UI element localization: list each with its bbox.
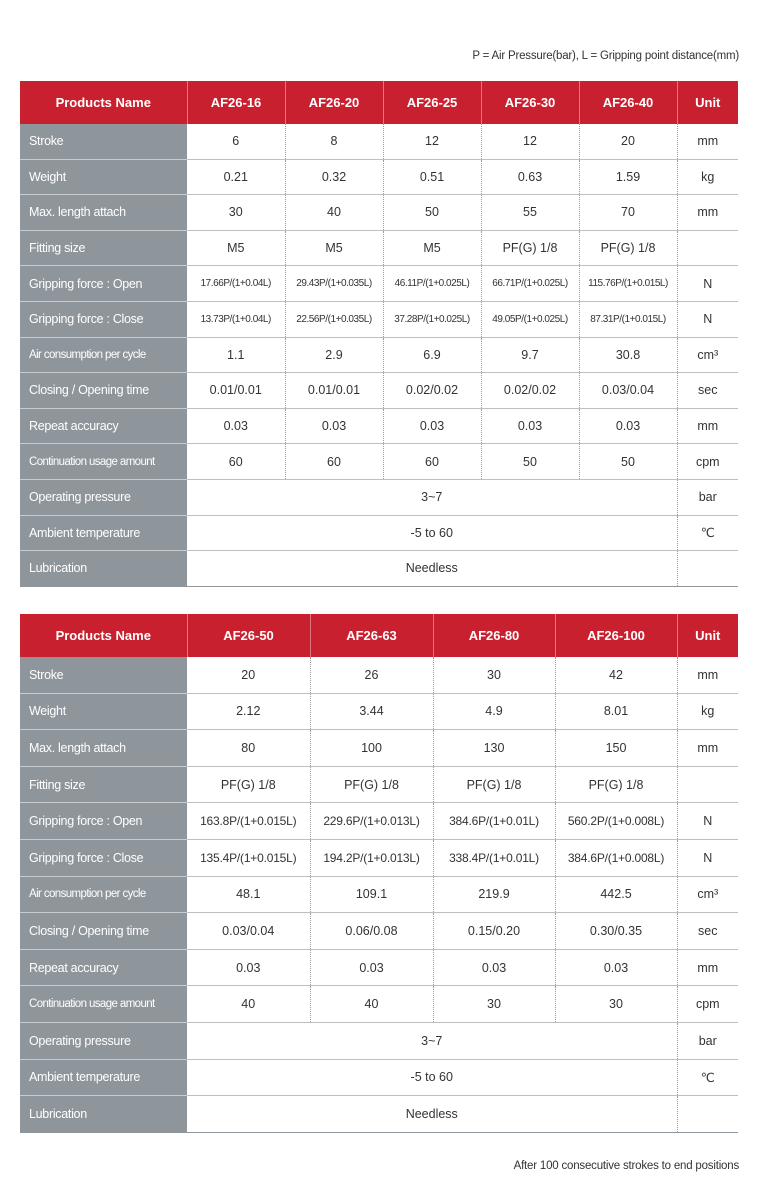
table-cell: 0.02/0.02 bbox=[481, 373, 579, 409]
table-row bbox=[20, 949, 738, 986]
table-cell: 194.2P/(1+0.013L) bbox=[310, 839, 433, 876]
row-label: Max. length attach bbox=[20, 730, 187, 767]
table-cell: 0.03 bbox=[555, 949, 677, 986]
formula-legend-note: P = Air Pressure(bar), L = Gripping point distance(mm) bbox=[472, 50, 739, 62]
merged-cell: -5 to 60 bbox=[187, 515, 677, 551]
table-cell: 0.51 bbox=[383, 159, 481, 195]
table-cell: 0.03 bbox=[187, 949, 310, 986]
table-cell: 6 bbox=[187, 124, 285, 159]
table-cell: 115.76P/(1+0.015L) bbox=[579, 266, 677, 302]
table-row bbox=[20, 373, 738, 409]
unit-cell: mm bbox=[677, 408, 738, 444]
row-label: Fitting size bbox=[20, 230, 187, 266]
table-cell: 49.05P/(1+0.025L) bbox=[481, 301, 579, 337]
table-row bbox=[20, 1059, 738, 1096]
table-cell: 30 bbox=[555, 986, 677, 1023]
table-row bbox=[20, 803, 738, 840]
table-cell: M5 bbox=[383, 230, 481, 266]
row-label: Lubrication bbox=[20, 1096, 187, 1133]
table-cell: 48.1 bbox=[187, 876, 310, 913]
header-model: AF26-80 bbox=[433, 614, 555, 657]
row-label: Air consumption per cycle bbox=[20, 876, 187, 913]
row-label: Gripping force : Close bbox=[20, 839, 187, 876]
table-cell: 40 bbox=[310, 986, 433, 1023]
table-cell: 0.03 bbox=[481, 408, 579, 444]
header-model: AF26-30 bbox=[481, 81, 579, 124]
unit-cell: bar bbox=[677, 479, 738, 515]
merged-cell: -5 to 60 bbox=[187, 1059, 677, 1096]
table-cell: 0.21 bbox=[187, 159, 285, 195]
table-cell: PF(G) 1/8 bbox=[579, 230, 677, 266]
table-row bbox=[20, 515, 738, 551]
unit-cell: mm bbox=[677, 949, 738, 986]
unit-cell bbox=[677, 1096, 738, 1133]
header-unit: Unit bbox=[677, 614, 738, 657]
table-row bbox=[20, 124, 738, 159]
table-cell: PF(G) 1/8 bbox=[310, 766, 433, 803]
table-cell: 50 bbox=[481, 444, 579, 480]
row-label: Operating pressure bbox=[20, 1022, 187, 1059]
table-cell: 66.71P/(1+0.025L) bbox=[481, 266, 579, 302]
table-cell: M5 bbox=[187, 230, 285, 266]
table-cell: 50 bbox=[579, 444, 677, 480]
unit-cell: sec bbox=[677, 913, 738, 950]
table-row bbox=[20, 1022, 738, 1059]
row-label: Ambient temperature bbox=[20, 1059, 187, 1096]
table-cell: 9.7 bbox=[481, 337, 579, 373]
table-cell: 0.03 bbox=[579, 408, 677, 444]
header-model: AF26-63 bbox=[310, 614, 433, 657]
table-cell: 384.6P/(1+0.008L) bbox=[555, 839, 677, 876]
table-cell: 37.28P/(1+0.025L) bbox=[383, 301, 481, 337]
row-label: Weight bbox=[20, 159, 187, 195]
table-row bbox=[20, 1096, 738, 1133]
row-label: Gripping force : Open bbox=[20, 803, 187, 840]
table-cell: 60 bbox=[187, 444, 285, 480]
table-cell: 26 bbox=[310, 657, 433, 693]
row-label: Repeat accuracy bbox=[20, 949, 187, 986]
table-cell: 55 bbox=[481, 195, 579, 231]
unit-cell bbox=[677, 230, 738, 266]
row-label: Stroke bbox=[20, 657, 187, 693]
unit-cell: N bbox=[677, 839, 738, 876]
row-label: Continuation usage amount bbox=[20, 444, 187, 480]
table-cell: 0.02/0.02 bbox=[383, 373, 481, 409]
table-cell: 60 bbox=[383, 444, 481, 480]
row-label: Lubrication bbox=[20, 551, 187, 587]
test-condition-note: After 100 consecutive strokes to end positions bbox=[513, 1160, 739, 1172]
merged-cell: 3~7 bbox=[187, 479, 677, 515]
table-cell: 30 bbox=[433, 986, 555, 1023]
table-cell: 12 bbox=[481, 124, 579, 159]
table-cell: 29.43P/(1+0.035L) bbox=[285, 266, 383, 302]
table-row bbox=[20, 551, 738, 587]
row-label: Gripping force : Close bbox=[20, 301, 187, 337]
table-cell: 135.4P/(1+0.015L) bbox=[187, 839, 310, 876]
row-label: Repeat accuracy bbox=[20, 408, 187, 444]
merged-cell: Needless bbox=[187, 551, 677, 587]
header-model: AF26-100 bbox=[555, 614, 677, 657]
merged-cell: 3~7 bbox=[187, 1022, 677, 1059]
table-cell: 0.03/0.04 bbox=[579, 373, 677, 409]
table-cell: 100 bbox=[310, 730, 433, 767]
table-cell: 20 bbox=[187, 657, 310, 693]
row-label: Weight bbox=[20, 693, 187, 730]
table-row bbox=[20, 730, 738, 767]
header-model: AF26-20 bbox=[285, 81, 383, 124]
table-cell: 40 bbox=[285, 195, 383, 231]
row-label: Fitting size bbox=[20, 766, 187, 803]
table-cell: 1.59 bbox=[579, 159, 677, 195]
unit-cell: N bbox=[677, 301, 738, 337]
header-model: AF26-25 bbox=[383, 81, 481, 124]
table-header-row bbox=[20, 614, 738, 657]
unit-cell: N bbox=[677, 803, 738, 840]
table-cell: 70 bbox=[579, 195, 677, 231]
table-cell: 22.56P/(1+0.035L) bbox=[285, 301, 383, 337]
table-row bbox=[20, 337, 738, 373]
table-cell: 20 bbox=[579, 124, 677, 159]
table-row bbox=[20, 766, 738, 803]
table-cell: 150 bbox=[555, 730, 677, 767]
table-cell: 0.63 bbox=[481, 159, 579, 195]
header-products-name: Products Name bbox=[20, 614, 187, 657]
unit-cell: bar bbox=[677, 1022, 738, 1059]
table-row bbox=[20, 986, 738, 1023]
table-cell: 0.03 bbox=[383, 408, 481, 444]
table-cell: 3.44 bbox=[310, 693, 433, 730]
table-cell: 0.03/0.04 bbox=[187, 913, 310, 950]
table-cell: 0.30/0.35 bbox=[555, 913, 677, 950]
spec-table-af26-50-to-100 bbox=[20, 614, 738, 1133]
table-cell: 2.12 bbox=[187, 693, 310, 730]
row-label: Closing / Opening time bbox=[20, 913, 187, 950]
table-row bbox=[20, 408, 738, 444]
table-cell: 6.9 bbox=[383, 337, 481, 373]
table-header-row bbox=[20, 81, 738, 124]
unit-cell: N bbox=[677, 266, 738, 302]
table-cell: PF(G) 1/8 bbox=[187, 766, 310, 803]
unit-cell: mm bbox=[677, 195, 738, 231]
table-cell: 13.73P/(1+0.04L) bbox=[187, 301, 285, 337]
table-cell: 219.9 bbox=[433, 876, 555, 913]
unit-cell bbox=[677, 766, 738, 803]
row-label: Gripping force : Open bbox=[20, 266, 187, 302]
row-label: Stroke bbox=[20, 124, 187, 159]
unit-cell: cm³ bbox=[677, 337, 738, 373]
row-label: Operating pressure bbox=[20, 479, 187, 515]
table-cell: 60 bbox=[285, 444, 383, 480]
table-row bbox=[20, 230, 738, 266]
table-cell: 4.9 bbox=[433, 693, 555, 730]
table-cell: 30 bbox=[433, 657, 555, 693]
table-cell: 80 bbox=[187, 730, 310, 767]
unit-cell: cpm bbox=[677, 986, 738, 1023]
table-cell: 0.01/0.01 bbox=[285, 373, 383, 409]
table-cell: 17.66P/(1+0.04L) bbox=[187, 266, 285, 302]
header-model: AF26-50 bbox=[187, 614, 310, 657]
table-cell: 46.11P/(1+0.025L) bbox=[383, 266, 481, 302]
table-cell: 130 bbox=[433, 730, 555, 767]
unit-cell: cpm bbox=[677, 444, 738, 480]
unit-cell: sec bbox=[677, 373, 738, 409]
unit-cell: ℃ bbox=[677, 515, 738, 551]
table-cell: PF(G) 1/8 bbox=[481, 230, 579, 266]
header-products-name: Products Name bbox=[20, 81, 187, 124]
table-cell: 2.9 bbox=[285, 337, 383, 373]
table-cell: 30 bbox=[187, 195, 285, 231]
table-cell: 1.1 bbox=[187, 337, 285, 373]
table-cell: PF(G) 1/8 bbox=[555, 766, 677, 803]
table-row bbox=[20, 266, 738, 302]
header-model: AF26-40 bbox=[579, 81, 677, 124]
table-row bbox=[20, 876, 738, 913]
table-cell: 42 bbox=[555, 657, 677, 693]
table-cell: 0.01/0.01 bbox=[187, 373, 285, 409]
table-cell: 229.6P/(1+0.013L) bbox=[310, 803, 433, 840]
table-cell: 0.03 bbox=[187, 408, 285, 444]
table-cell: 163.8P/(1+0.015L) bbox=[187, 803, 310, 840]
table-row bbox=[20, 301, 738, 337]
table-row bbox=[20, 839, 738, 876]
table-cell: PF(G) 1/8 bbox=[433, 766, 555, 803]
table-row bbox=[20, 693, 738, 730]
table-row bbox=[20, 479, 738, 515]
row-label: Ambient temperature bbox=[20, 515, 187, 551]
unit-cell: mm bbox=[677, 657, 738, 693]
table-cell: 384.6P/(1+0.01L) bbox=[433, 803, 555, 840]
table-cell: 0.32 bbox=[285, 159, 383, 195]
row-label: Closing / Opening time bbox=[20, 373, 187, 409]
table-cell: 87.31P/(1+0.015L) bbox=[579, 301, 677, 337]
row-label: Continuation usage amount bbox=[20, 986, 187, 1023]
unit-cell: mm bbox=[677, 124, 738, 159]
row-label: Air consumption per cycle bbox=[20, 337, 187, 373]
table-cell: 50 bbox=[383, 195, 481, 231]
table-cell: 560.2P/(1+0.008L) bbox=[555, 803, 677, 840]
unit-cell: cm³ bbox=[677, 876, 738, 913]
unit-cell: kg bbox=[677, 693, 738, 730]
unit-cell: kg bbox=[677, 159, 738, 195]
table-cell: 40 bbox=[187, 986, 310, 1023]
table-cell: M5 bbox=[285, 230, 383, 266]
row-label: Max. length attach bbox=[20, 195, 187, 231]
table-row bbox=[20, 913, 738, 950]
table-cell: 338.4P/(1+0.01L) bbox=[433, 839, 555, 876]
header-unit: Unit bbox=[677, 81, 738, 124]
table-cell: 30.8 bbox=[579, 337, 677, 373]
table-row bbox=[20, 444, 738, 480]
table-cell: 109.1 bbox=[310, 876, 433, 913]
spec-table-af26-16-to-40 bbox=[20, 81, 738, 587]
table-cell: 0.03 bbox=[310, 949, 433, 986]
table-row bbox=[20, 159, 738, 195]
table-cell: 0.03 bbox=[433, 949, 555, 986]
table-cell: 0.06/0.08 bbox=[310, 913, 433, 950]
table-cell: 0.15/0.20 bbox=[433, 913, 555, 950]
merged-cell: Needless bbox=[187, 1096, 677, 1133]
table-row bbox=[20, 195, 738, 231]
table-cell: 8.01 bbox=[555, 693, 677, 730]
header-model: AF26-16 bbox=[187, 81, 285, 124]
table-cell: 0.03 bbox=[285, 408, 383, 444]
unit-cell: mm bbox=[677, 730, 738, 767]
table-cell: 442.5 bbox=[555, 876, 677, 913]
table-cell: 8 bbox=[285, 124, 383, 159]
table-cell: 12 bbox=[383, 124, 481, 159]
unit-cell bbox=[677, 551, 738, 587]
table-row bbox=[20, 657, 738, 693]
unit-cell: ℃ bbox=[677, 1059, 738, 1096]
